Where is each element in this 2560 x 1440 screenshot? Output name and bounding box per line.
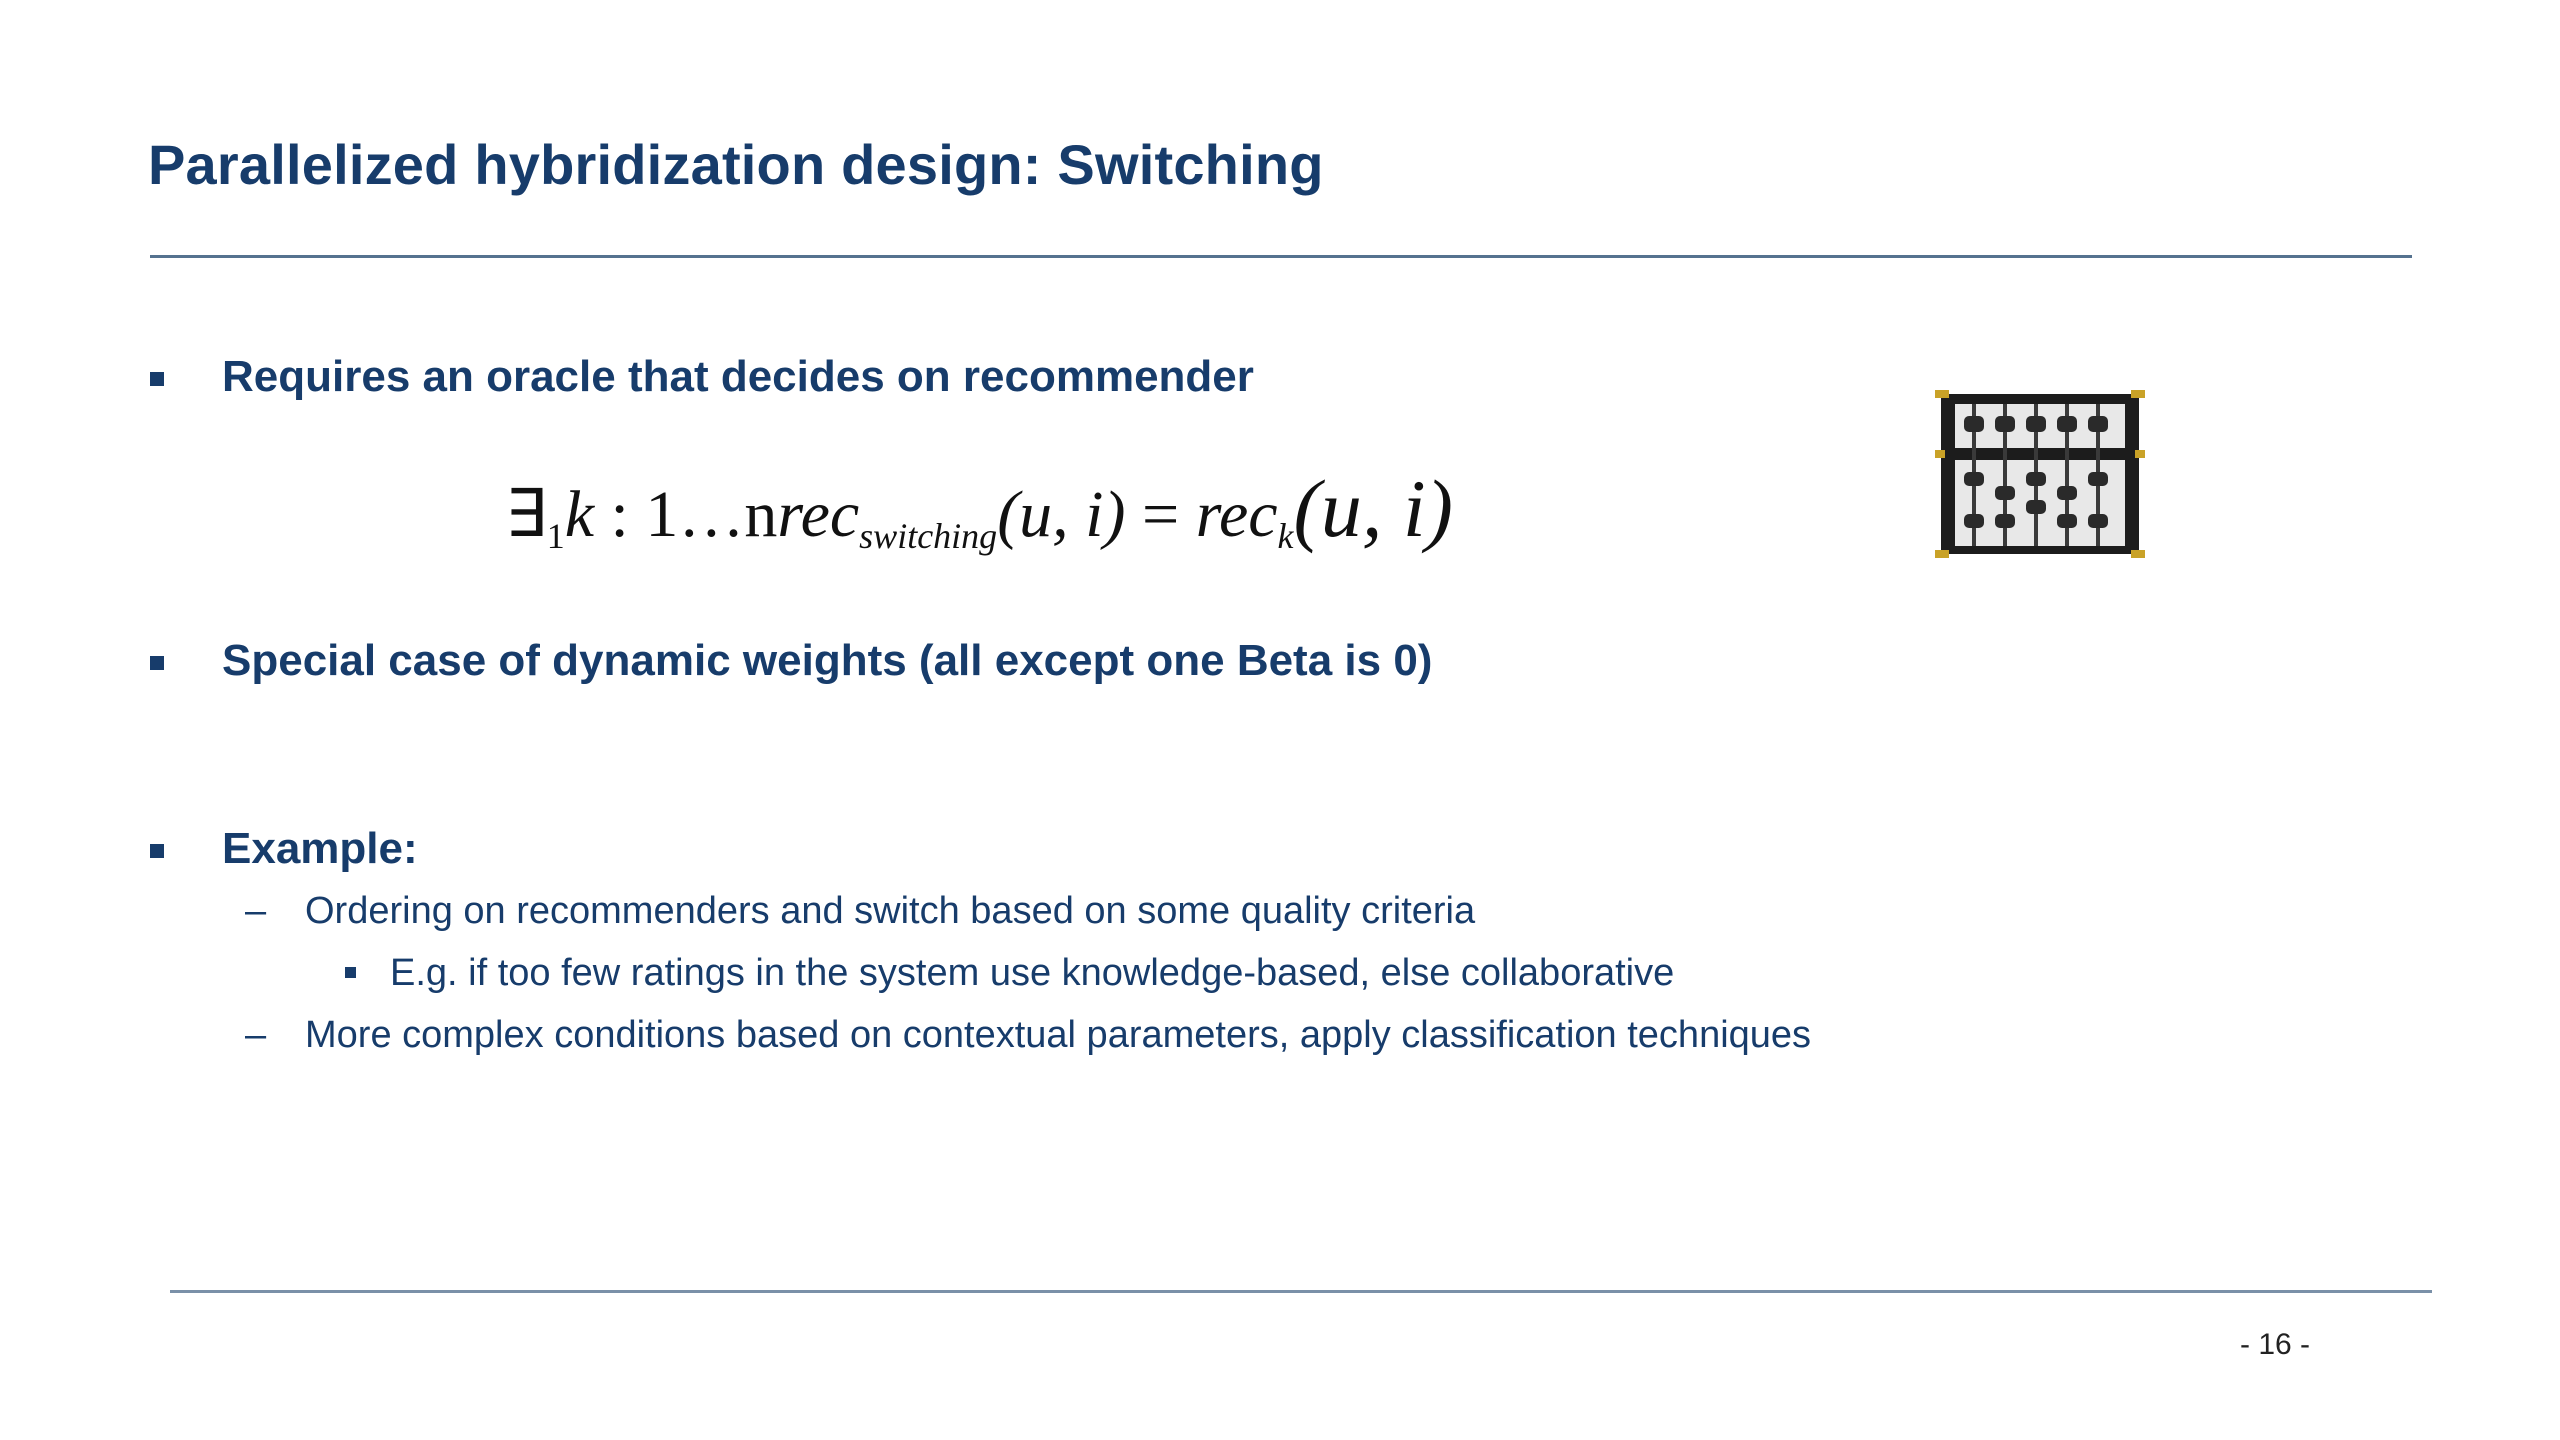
bullet-marker [345, 967, 356, 978]
bullet-text: Example: [222, 824, 418, 873]
page-number: - 16 - [2240, 1328, 2311, 1361]
sub-sub-bullet-text: E.g. if too few ratings in the system use knowledge-based, else collaborative [390, 952, 1675, 994]
bullet-marker [150, 372, 164, 386]
bullet-marker [150, 844, 164, 858]
formula-args-right: (u, i) [1293, 463, 1453, 554]
exists-symbol: ∃ [505, 478, 547, 551]
formula-rec-subscript: switching [859, 516, 998, 556]
footer-divider [170, 1290, 2432, 1293]
formula-args-left: (u, i) [997, 478, 1126, 551]
bullet-text: Requires an oracle that decides on recommender [222, 352, 1254, 401]
formula-k: k [564, 478, 594, 551]
formula-rec: rec [777, 478, 860, 551]
bullet-marker [150, 656, 164, 670]
formula-rec-k: rec [1195, 478, 1278, 551]
formula-equals: = [1125, 478, 1196, 551]
formula-rec-k-subscript: k [1277, 516, 1294, 556]
formula-range: : 1…n [594, 478, 778, 551]
dash-marker: – [245, 890, 267, 932]
sub-bullet-text: More complex conditions based on contextual parameters, apply classification techniques [305, 1014, 1812, 1056]
sub-bullet-text: Ordering on recommenders and switch based on some quality criteria [305, 890, 1476, 932]
title-divider [150, 255, 2412, 258]
exists-subscript: 1 [546, 516, 565, 556]
dash-marker: – [245, 1014, 267, 1056]
abacus-image [1935, 390, 2145, 560]
switching-formula [505, 463, 1453, 557]
slide-title: Parallelized hybridization design: Switching [148, 133, 1324, 196]
bullet-text: Special case of dynamic weights (all except one Beta is 0) [222, 636, 1433, 685]
